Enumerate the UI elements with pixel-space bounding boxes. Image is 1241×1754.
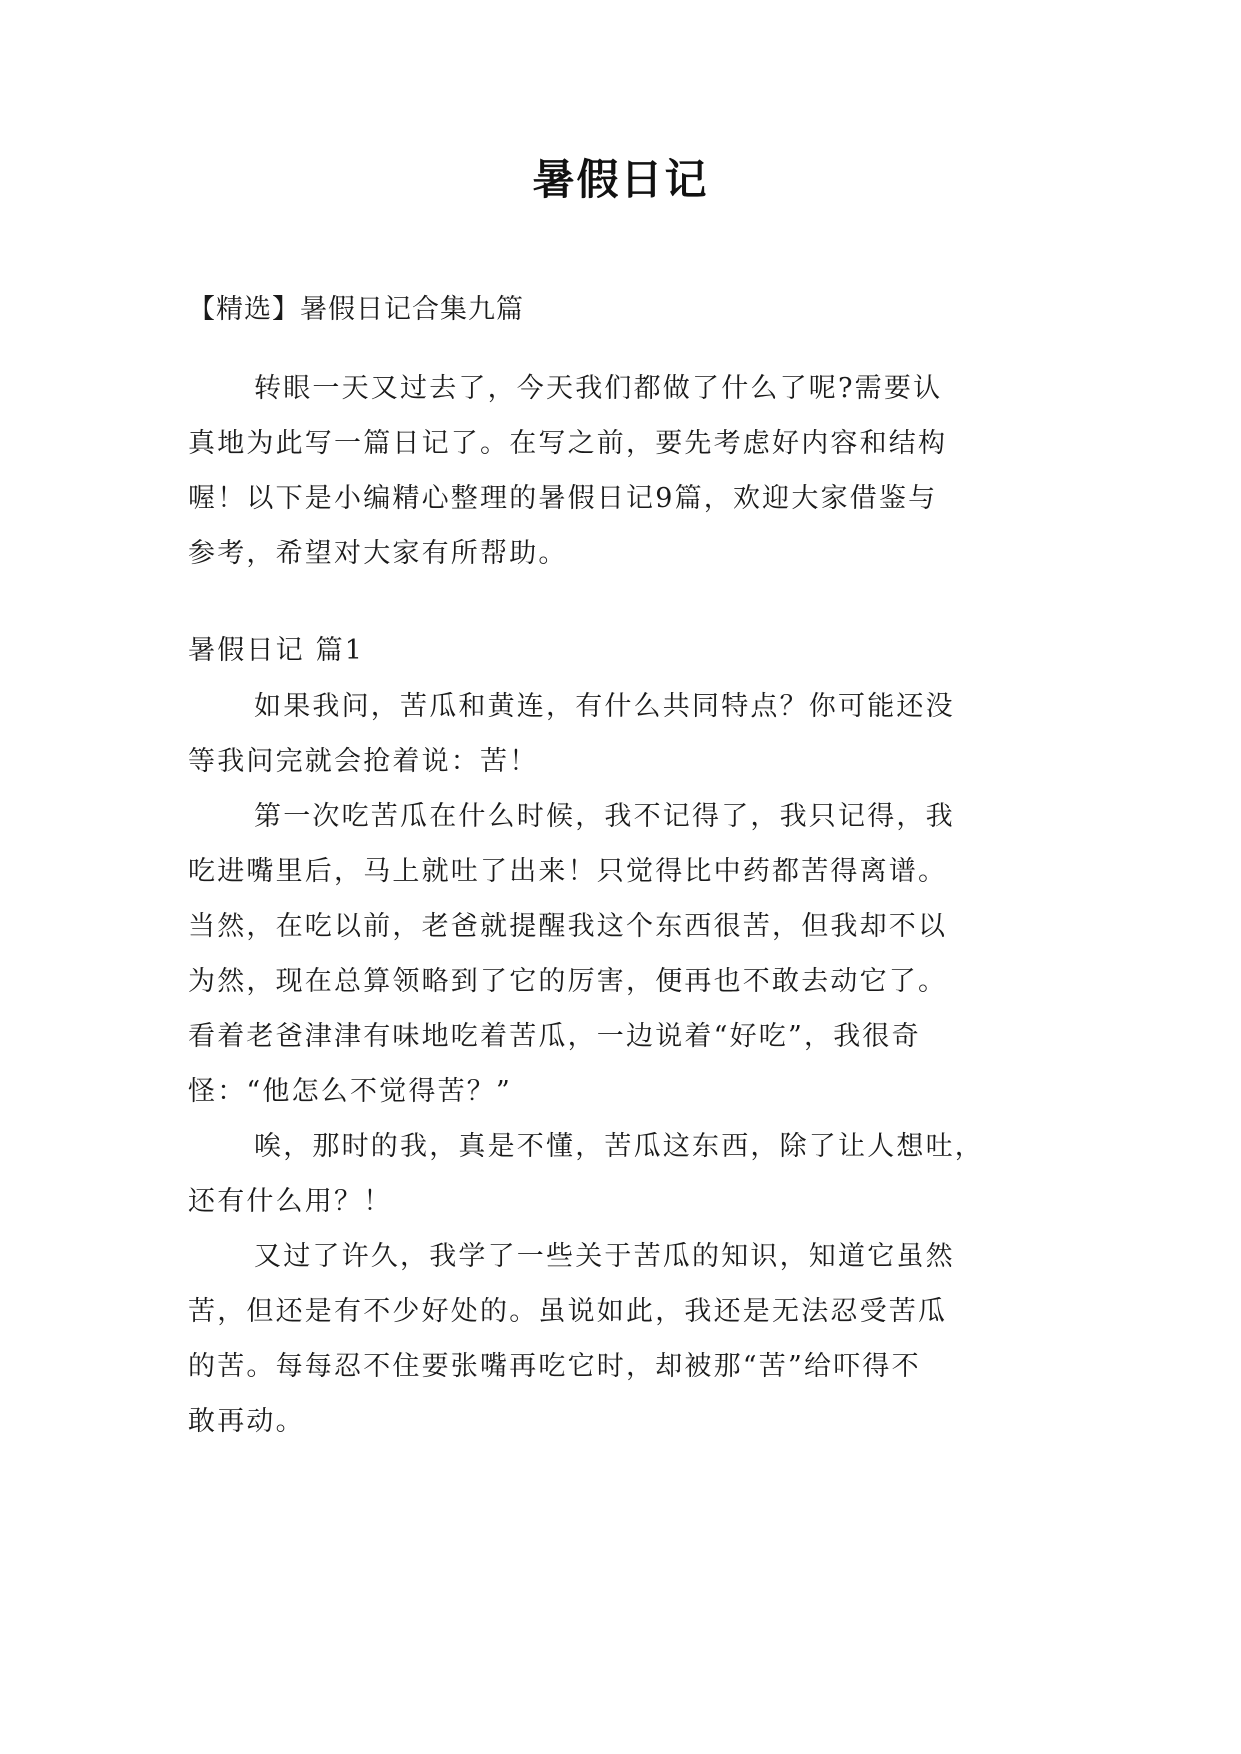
body-line: 苦，但还是有不少好处的。虽说如此，我还是无法忍受苦瓜	[188, 1296, 948, 1327]
document-title: 暑假日记	[532, 155, 709, 204]
section-heading: 暑假日记 篇1	[188, 635, 365, 666]
body-line: 又过了许久，我学了一些关于苦瓜的知识，知道它虽然	[254, 1241, 955, 1272]
body-line: 的苦。每每忍不住要张嘴再吃它时，却被那“苦”给吓得不	[188, 1351, 921, 1382]
body-line: 等我问完就会抢着说：苦！	[188, 746, 539, 777]
body-line: 吃进嘴里后，马上就吐了出来！只觉得比中药都苦得离谱。	[188, 856, 948, 887]
document-subtitle: 【精选】暑假日记合集九篇	[188, 294, 524, 325]
body-line: 唉，那时的我，真是不懂，苦瓜这东西，除了让人想吐，	[254, 1131, 984, 1162]
body-line: 当然，在吃以前，老爸就提醒我这个东西很苦，但我却不以	[188, 911, 948, 942]
intro-line: 转眼一天又过去了，今天我们都做了什么了呢?需要认	[254, 373, 943, 404]
body-line: 敢再动。	[188, 1406, 305, 1437]
body-line: 如果我问，苦瓜和黄连，有什么共同特点？你可能还没	[254, 691, 955, 722]
body-line: 为然，现在总算领略到了它的厉害，便再也不敢去动它了。	[188, 966, 948, 997]
intro-line: 喔！以下是小编精心整理的暑假日记9篇，欢迎大家借鉴与	[188, 483, 938, 514]
intro-line: 真地为此写一篇日记了。在写之前，要先考虑好内容和结构	[188, 428, 948, 459]
body-line: 第一次吃苦瓜在什么时候，我不记得了，我只记得，我	[254, 801, 955, 832]
body-line: 怪：“他怎么不觉得苦？”	[188, 1076, 513, 1107]
body-line: 还有什么用？！	[188, 1186, 393, 1217]
intro-line: 参考，希望对大家有所帮助。	[188, 538, 568, 569]
body-line: 看着老爸津津有味地吃着苦瓜，一边说着“好吃”，我很奇	[188, 1021, 921, 1052]
